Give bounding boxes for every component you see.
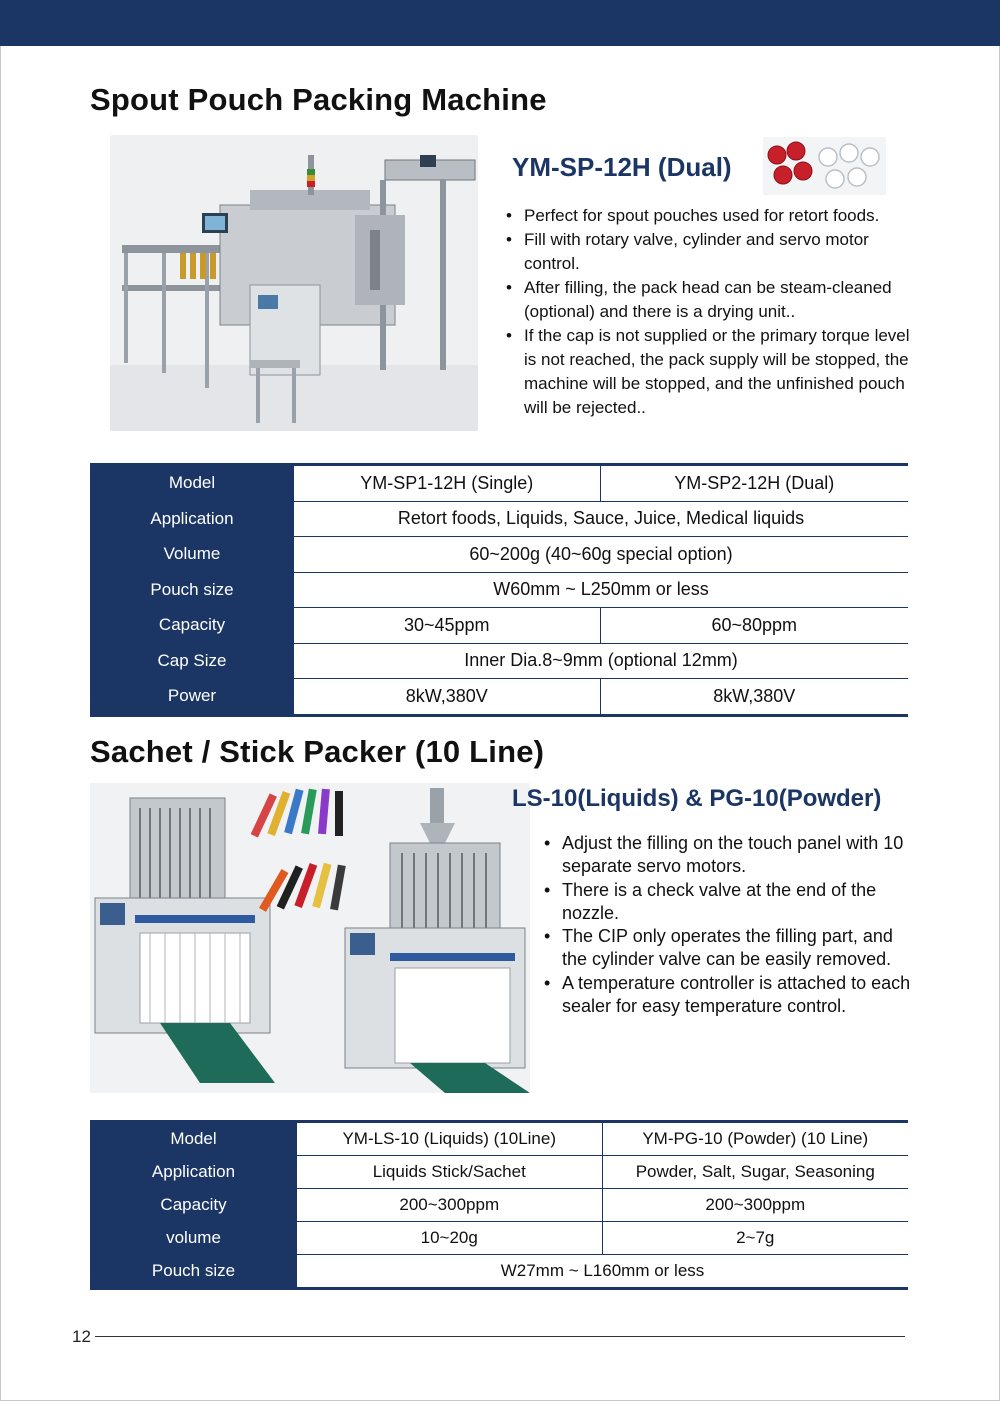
row-label-volume: Volume: [90, 537, 294, 573]
feature-item: • After filling, the pack head can be steam-cleaned (optional) and there is a drying unit..: [506, 276, 916, 324]
row-label-pouch-size: Pouch size: [90, 572, 294, 608]
row-label-model: Model: [90, 465, 294, 502]
row-label-power: Power: [90, 679, 294, 716]
row-label-model: Model: [90, 1122, 297, 1156]
footer-rule: [95, 1336, 905, 1337]
cell-power-single: 8kW,380V: [405, 685, 488, 706]
table-row: [90, 501, 908, 537]
header-band: [0, 0, 1000, 46]
cell-application: Retort foods, Liquids, Sauce, Juice, Medical liquids: [294, 501, 908, 537]
model-title-ls-pg-10: LS-10(Liquids) & PG-10(Powder): [512, 785, 882, 812]
cell-model-dual: YM-SP2-12H (Dual): [600, 465, 908, 502]
row-label-capacity: Capacity: [90, 1189, 297, 1222]
stick-spec-table: [90, 1120, 908, 1290]
feature-item: • Perfect for spout pouches used for retort foods.: [506, 204, 916, 228]
cell-pouch-size: W60mm ~ L250mm or less: [294, 572, 908, 608]
table-row: [90, 1122, 908, 1156]
table-row: [90, 1189, 908, 1222]
feature-item: • There is a check valve at the end of the nozzle.: [544, 879, 914, 926]
model-title-ym-sp-12h: YM-SP-12H (Dual): [512, 152, 732, 182]
row-label-application: Application: [90, 501, 294, 537]
cell-model-single: YM-SP1-12H (Single): [294, 465, 600, 502]
spout-pouch-machine-image: [110, 135, 478, 431]
cell-capacity-single: 30~45ppm: [294, 608, 600, 644]
table-row: [90, 679, 908, 716]
feature-item: • A temperature controller is attached to each sealer for easy temperature control.: [544, 972, 914, 1019]
table-row: [90, 608, 908, 644]
cell-capacity-liquids: 200~300ppm: [297, 1189, 602, 1222]
cell-volume: 60~200g (40~60g special option): [294, 537, 908, 573]
table-row: [90, 465, 908, 502]
spout-caps-image: [763, 137, 886, 195]
section-title-sachet-stick: Sachet / Stick Packer (10 Line): [90, 734, 545, 769]
cell-cap-size: Inner Dia.8~9mm (optional 12mm): [294, 643, 908, 679]
row-label-application: Application: [90, 1156, 297, 1189]
stick-packer-machines-image: [90, 783, 530, 1093]
cell-power-dual: 8kW,380V: [600, 679, 908, 716]
row-label-pouch-size: Pouch size: [90, 1255, 297, 1289]
page-number: 12: [72, 1327, 91, 1346]
cell-capacity-powder: 200~300ppm: [602, 1189, 908, 1222]
cell-capacity-dual: 60~80ppm: [600, 608, 908, 644]
cell-volume-liquids: 10~20g: [297, 1222, 602, 1255]
row-label-cap-size: Cap Size: [90, 643, 294, 679]
row-label-volume: volume: [90, 1222, 297, 1255]
cell-application-powder: Powder, Salt, Sugar, Seasoning: [602, 1156, 908, 1189]
feature-item: • Adjust the filling on the touch panel with 10 separate servo motors.: [544, 832, 914, 879]
table-row: [90, 1255, 908, 1289]
stick-features-list: [544, 832, 914, 1018]
feature-item: • The CIP only operates the filling part, and the cylinder valve can be easily removed.: [544, 925, 914, 972]
feature-item: • If the cap is not supplied or the primary torque level is not reached, the pack supply will be stopped, the machine will be stopped, and the unfinished pouch will be rejected..: [506, 324, 916, 420]
cell-application-liquids: Liquids Stick/Sachet: [297, 1156, 602, 1189]
spout-features-list: [506, 204, 916, 420]
table-row: [90, 1156, 908, 1189]
cell-model-powder: YM-PG-10 (Powder) (10 Line): [602, 1122, 908, 1156]
section-title-spout-pouch: Spout Pouch Packing Machine: [90, 82, 547, 117]
table-row: [90, 1222, 908, 1255]
cell-model-liquids: YM-LS-10 (Liquids) (10Line): [297, 1122, 602, 1156]
cell-volume-powder: 2~7g: [602, 1222, 908, 1255]
table-row: [90, 643, 908, 679]
feature-item: • Fill with rotary valve, cylinder and servo motor control.: [506, 228, 916, 276]
table-row: [90, 537, 908, 573]
spout-spec-table: [90, 463, 908, 717]
row-label-capacity: Capacity: [90, 608, 294, 644]
cell-pouch-size: W27mm ~ L160mm or less: [500, 1261, 705, 1280]
table-row: [90, 572, 908, 608]
